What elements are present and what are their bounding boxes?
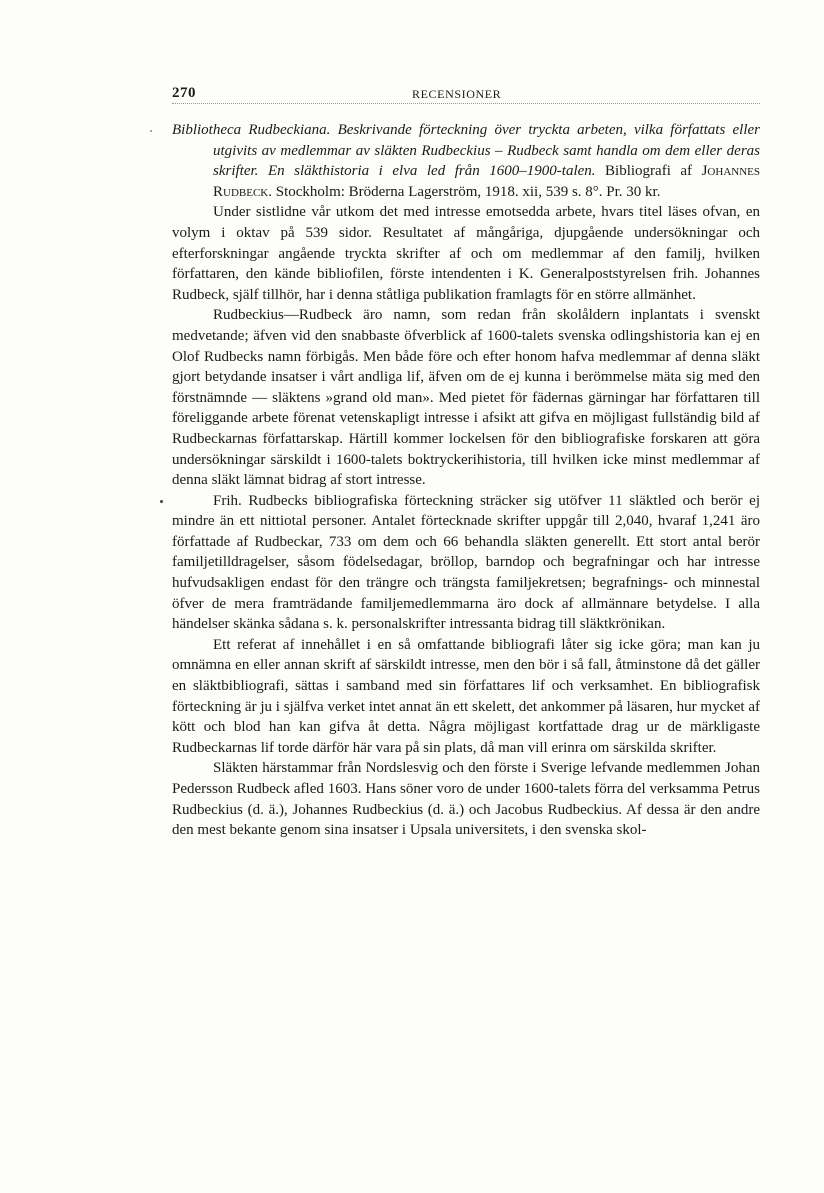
page-number: 270 <box>172 85 196 101</box>
paragraph: Under sistlidne vår utkom det med intresse emotsedda arbete, hvars titel läses ofvan, en volym i oktav på 539 sidor. Resultatet af mångåriga, djupgående undersökningar och efterforskningar angående tryckta skrifter af och om medlemmar af den familj, hvilken författaren, den kände bibliofilen, förste intendenten i K. Generalpoststyrelsen frih. Johannes Rudbeck, själf tillhör, har i denna ståtliga publikation framlagts för en större allmänhet. <box>172 204 760 303</box>
book-author: Johannes Rudbeck <box>213 163 760 200</box>
page-header <box>172 85 760 105</box>
ink-speck <box>150 130 152 132</box>
book-descriptor: Bibliografi af <box>605 163 693 180</box>
paragraph: Rudbeckius—Rudbeck äro namn, som redan från skolåldern inplantats i svenskt medvetande; äfven vid den snabbaste öfverblick af 1600-talets svenska odlingshistoria kan ej en Olof Rudbecks namn förbigås. Men både före och efter honom hafva medlemmar af denna släkt gjort betydande insatser i vårt andliga lif, äfven om de ej kunna i berömmelse mäta sig med den förstnämnde — släktens »grand old man». Med pietet för fädernas gärningar har författaren till föreliggande arbete förenat vetenskapligt intresse i afsikt att gifva en möjligast fullständig bild af Rudbeckarnas författarskap. Härtill kommer lockelsen för den bibliografiske forskaren att göra undersökningar särskildt i 1600-talets boktryckerihistoria, till hvilken icke minst medlemmar af denna släkt lämnat bidrag af stort intresse. <box>172 307 760 489</box>
paragraph: Ett referat af innehållet i en så omfattande bibliografi låter sig icke göra; man kan ju omnämna en eller annan skrift af särskildt intresse, men den bör i så fall, åtminstone då det gäller en släktbibliografi, sättas i samband med sin författares lif och verksamhet. En bibliografisk förteckning är ju i själfva verket intet annat än ett skelett, det ankommer på läsaren, hur mycket af kött och blod han kan gifva åt detta. Några möjligast kortfattade drag ur de märkligaste Rudbeckarnas lif torde därför här vara på sin plats, då man vill erinra om särskilda skrifter. <box>172 636 760 756</box>
ink-speck <box>160 500 163 503</box>
book-title: Bibliotheca Rudbeckiana. Beskrivande förteckning över tryckta arbeten, vilka författats eller utgivits av medlemmar av släkten Rudbeckius – Rudbeck samt handla om dem eller deras skrifter. En släkthistoria i elva led från 1600–1900-talen. <box>172 122 760 180</box>
paragraph: Släkten härstammar från Nordslesvig och den förste i Sverige lefvande medlemmen Johan Pedersson Rudbeck afled 1603. Hans söner voro de under 1600-talets förra del verksamma Petrus Rudbeckius (d. ä.), Johannes Rudbeckius (d. ä.) och Jacobus Rudbeckius. Af dessa är den andre den mest bekante genom sina insatser i Upsala universitets, i den svenska skol- <box>172 760 760 839</box>
book-imprint: . Stockholm: Bröderna Lagerström, 1918. xii, 539 s. 8°. Pr. 30 kr. <box>268 183 661 200</box>
bibliographic-entry <box>172 120 760 202</box>
header-rule <box>172 103 760 104</box>
review-body <box>172 120 760 841</box>
paragraph: Frih. Rudbecks bibliografiska förteckning sträcker sig utöfver 11 släktled och berör ej mindre än ett nittiotal personer. Antalet förtecknade skrifter uppgår till 2,040, hvaraf 1,241 äro författade af Rudbeckar, 733 om dem och 66 behandla släkten generellt. Ett stort antal berör familjetilldragelser, såsom födelsedagar, bröllop, barndop och begrafningar och har intresse hufvudsakligen endast för den trängre och trängsta familjekretsen; begrafnings- och minnestal öfver de mera framträdande familjemedlemmarna äro dock af allmännare betydelse. I alla händelser skänka sådana s. k. personalskrifter intressanta bidrag till släktkrönikan. <box>172 492 760 633</box>
running-head: RECENSIONER <box>412 87 502 101</box>
